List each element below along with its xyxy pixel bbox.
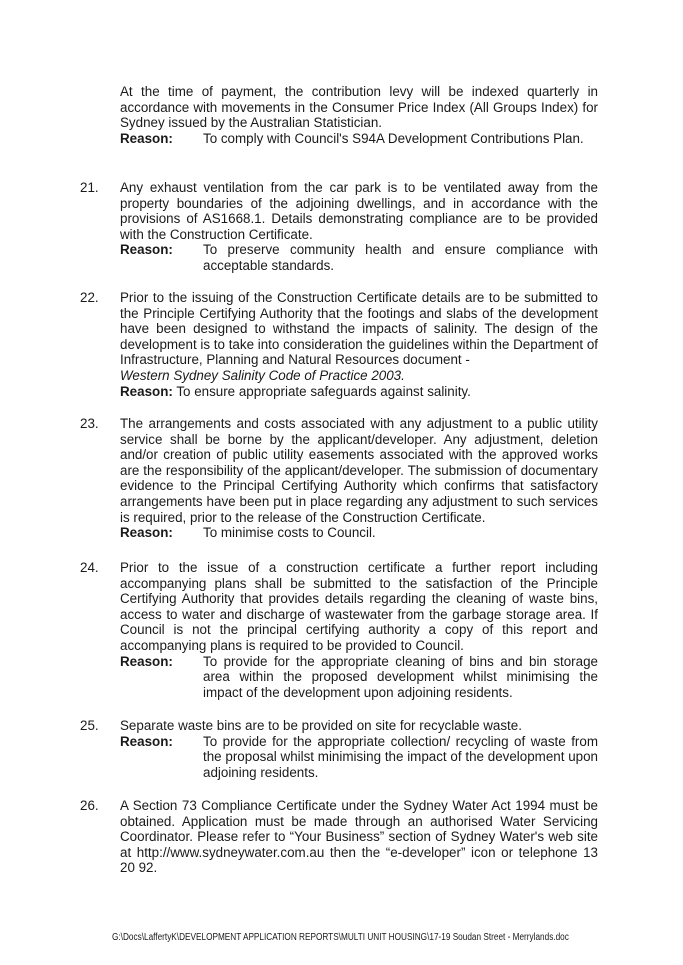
- reason-text: To comply with Council's S94A Development Contributions Plan.: [203, 130, 584, 146]
- condition-25: [120, 718, 598, 780]
- condition-number: 23.: [80, 416, 99, 431]
- condition-number: 26.: [80, 798, 99, 813]
- condition-number: 21.: [80, 180, 99, 195]
- intro-paragraph: At the time of payment, the contribution levy will be indexed quarterly in accordance with movements in the Consumer Price Index (All Groups Index) for Sydney issued by the Australian Statistician.: [120, 84, 598, 131]
- condition-24: [120, 560, 598, 700]
- reason-text: To minimise costs to Council.: [203, 525, 376, 541]
- condition-text: The arrangements and costs associated with any adjustment to a public utility service shall be borne by the applicant/developer. Any adjustment, deletion and/or creation of public utility easements associated with the approved works are the responsibility of the applicant/developer. The submission of documentary evidence to the Principal Certifying Authority which confirms that satisfactory arrangements have been put in place regarding any adjustment to such services is required, prior to the release of the Construction Certificate.: [120, 416, 598, 525]
- condition-23: [120, 416, 598, 541]
- condition-text: Prior to the issuing of the Construction Certificate details are to be submitted to the Principle Certifying Authority that the footings and slabs of the development have been designed to withstand the impacts of salinity. The design of the development is to take into consideration the guidelines within the Department of Infrastructure, Planning and Natural Resources document -: [120, 290, 598, 368]
- condition-reason: [120, 242, 598, 273]
- reason-label: Reason:: [120, 130, 173, 146]
- reason-text: To preserve community health and ensure compliance with acceptable standards.: [203, 242, 598, 273]
- condition-text: Any exhaust ventilation from the car park is to be ventilated away from the property boundaries of the adjoining dwellings, and in accordance with the provisions of AS1668.1. Details demonstrating compliance are to be provided with the Construction Certificate.: [120, 180, 598, 242]
- reason-text: To provide for the appropriate collection/ recycling of waste from the proposal whilst minimising the impact of the development upon adjoining residents.: [203, 733, 598, 780]
- reason-text: To provide for the appropriate cleaning of bins and bin storage area within the proposed development whilst minimising the impact of the development upon adjoining residents.: [203, 653, 598, 700]
- condition-number: 22.: [80, 290, 99, 305]
- condition-text: A Section 73 Compliance Certificate under the Sydney Water Act 1994 must be obtained. Application must be made through an authorised Water Servicing Coordinator. Please refer to “Your Business” section of Sydney Water's web site at http://www.sydneywater.com.au then the “e-developer” icon or telephone 13 20 92.: [120, 798, 598, 876]
- reason-label: Reason:: [120, 733, 173, 749]
- reason-label: Reason:: [120, 383, 173, 399]
- condition-26: [120, 798, 598, 876]
- condition-italic-text: [120, 368, 598, 384]
- condition-22: [120, 290, 598, 399]
- condition-reason-inline: [120, 384, 598, 400]
- condition-reason: [120, 734, 598, 781]
- reason-label: Reason:: [120, 242, 173, 258]
- condition-reason: [120, 654, 598, 701]
- reason-text: To ensure appropriate safeguards against salinity.: [176, 383, 471, 399]
- condition-21: [120, 180, 598, 274]
- intro-reason: [120, 131, 598, 147]
- condition-reason: [120, 525, 598, 541]
- footer-file-path: G:\Docs\LaffertyK\DEVELOPMENT APPLICATION REPORTS\MULTI UNIT HOUSING\17-19 Soudan Street - Merrylands.doc: [112, 932, 569, 943]
- intro-block: [120, 84, 598, 146]
- condition-text: Prior to the issue of a construction certificate a further report including accompanying plans shall be submitted to the satisfaction of the Principle Certifying Authority that provides details regarding the cleaning of waste bins, access to water and discharge of wastewater from the garbage storage area. If Council is not the principal certifying authority a copy of this report and accompanying plans is required to be provided to Council.: [120, 560, 598, 653]
- document-title-italic: Western Sydney Salinity Code of Practice 2003.: [120, 367, 405, 383]
- condition-text: Separate waste bins are to be provided on site for recyclable waste.: [120, 718, 522, 733]
- reason-label: Reason:: [120, 525, 173, 541]
- condition-number: 24.: [80, 560, 99, 575]
- reason-label: Reason:: [120, 653, 173, 669]
- condition-number: 25.: [80, 718, 99, 733]
